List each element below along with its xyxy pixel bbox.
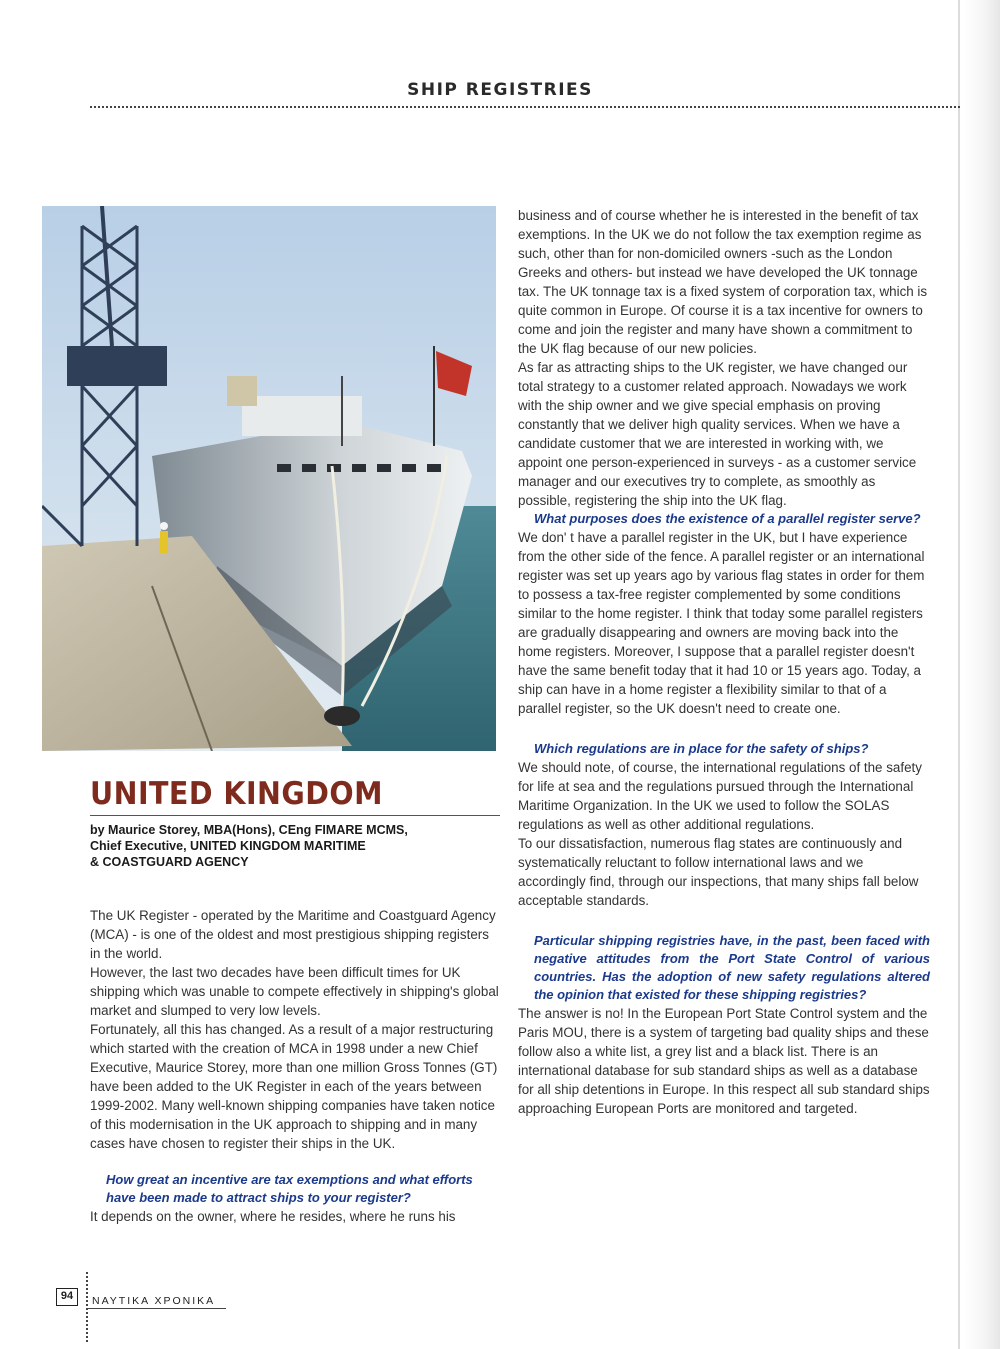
paragraph: However, the last two decades have been difficult times for UK shipping which was unable to compete effectively in shipping's global market and slumped to very low levels. xyxy=(90,965,499,1018)
question-heading: Which regulations are in place for the safety of ships? xyxy=(534,741,869,756)
paragraph: It depends on the owner, where he resides, where he runs his xyxy=(90,1209,456,1224)
paragraph: To our dissatisfaction, numerous flag states are continuously and systematically reluctant to follow international laws and we accordingly find, through our inspections, that many ships fall below acceptable standards. xyxy=(518,836,919,908)
paragraph: We should note, of course, the international regulations of the safety for life at sea and the regulations pursued through the International Maritime Organization. In the UK we used to follow the SOLAS regulations as well as other additional regulations. xyxy=(518,760,922,832)
question-heading: How great an incentive are tax exemptions and what efforts have been made to attract ships to your register? xyxy=(106,1172,473,1205)
paragraph: Fortunately, all this has changed. As a result of a major restructuring which started with the creation of MCA in 1998 under a new Chief Executive, Maurice Storey, more than one million Gross Tonnes (GT) have been added to the UK Register in each of the years between 1999-2002. Many well-known shipping companies have taken notice of this modernisation in the UK approach to shipping and in many cases have chosen to register their ships in the UK. xyxy=(90,1022,498,1151)
paragraph: As far as attracting ships to the UK register, we have changed our total strategy to a customer related approach. Nowadays we work with the ship owner and we give special emphasis on proving constantly that we deliver high quality services. When we have a candidate customer that we are interested in working with, we appoint one person-experienced in surveys - as a customer service manager and our executives try to complete, as smoothly as possible, registering the ship into the UK flag. xyxy=(518,360,917,508)
byline-line: by Maurice Storey, MBA(Hons), CEng FIMARE MCMS, xyxy=(90,823,408,837)
byline-line: & COASTGUARD AGENCY xyxy=(90,855,249,869)
paragraph: We don' t have a parallel register in the UK, but I have experience from the other side of the fence. A parallel register or an international register was set up years ago by various flag states in order for them to possess a tax-free register complemented by some conditions similar to the home register. I think that today some parallel registers are gradually disappearing and owners are moving back into the home registers. Moreover, I suppose that a parallel register doesn't have the same benefit today that it had 10 or 15 years ago. Today, a ship can have in a home register a flexibility similar to that of a parallel register, so the UK doesn't need to create one. xyxy=(518,530,925,716)
section-title: SHIP REGISTRIES xyxy=(407,80,593,100)
right-column xyxy=(518,206,930,1118)
scan-shadow xyxy=(964,0,1000,1349)
ship-photo xyxy=(42,206,496,751)
question-heading: Particular shipping registries have, in the past, been faced with negative attitudes from the Port State Control of various countries. Has the adoption of new safety regulations altered the opinion that existed for these shipping registries? xyxy=(534,933,930,1002)
article-title: UNITED KINGDOM xyxy=(90,776,383,812)
page-edge xyxy=(958,0,960,1349)
title-rule xyxy=(90,815,500,816)
byline-line: Chief Executive, UNITED KINGDOM MARITIME xyxy=(90,839,366,853)
paragraph: The answer is no! In the European Port State Control system and the Paris MOU, there is a system of targeting bad quality ships and these follow also a white list, a grey list and a black list. There is an international database for sub standard ships as well as a database for all ship detentions in Europe. In this respect all sub standard ships approaching European Ports are monitored and targeted. xyxy=(518,1006,930,1116)
footer-divider xyxy=(86,1272,88,1342)
magazine-name: ΝΑΥΤΙΚΑ ΧΡΟΝΙΚΑ xyxy=(92,1295,216,1307)
paragraph: The UK Register - operated by the Maritime and Coastguard Agency (MCA) - is one of the oldest and most prestigious shipping registers in the world. xyxy=(90,908,496,961)
header-rule xyxy=(90,106,960,108)
paragraph: business and of course whether he is interested in the benefit of tax exemptions. In the UK we do not follow the tax exemption regime as such, other than for non-domiciled owners -such as the London Greeks and others- but instead we have developed the UK tonnage tax. The UK tonnage tax is a fixed system of corporation tax, which is quite common in Europe. Of course it is a tax incentive for owners to come and join the register and many have shown a commitment to the UK flag because of our new policies. xyxy=(518,208,928,356)
left-column xyxy=(90,906,500,1226)
page-number: 94 xyxy=(56,1288,78,1306)
byline xyxy=(90,822,500,870)
footer-rule xyxy=(86,1308,226,1309)
question-heading: What purposes does the existence of a parallel register serve? xyxy=(534,511,921,526)
